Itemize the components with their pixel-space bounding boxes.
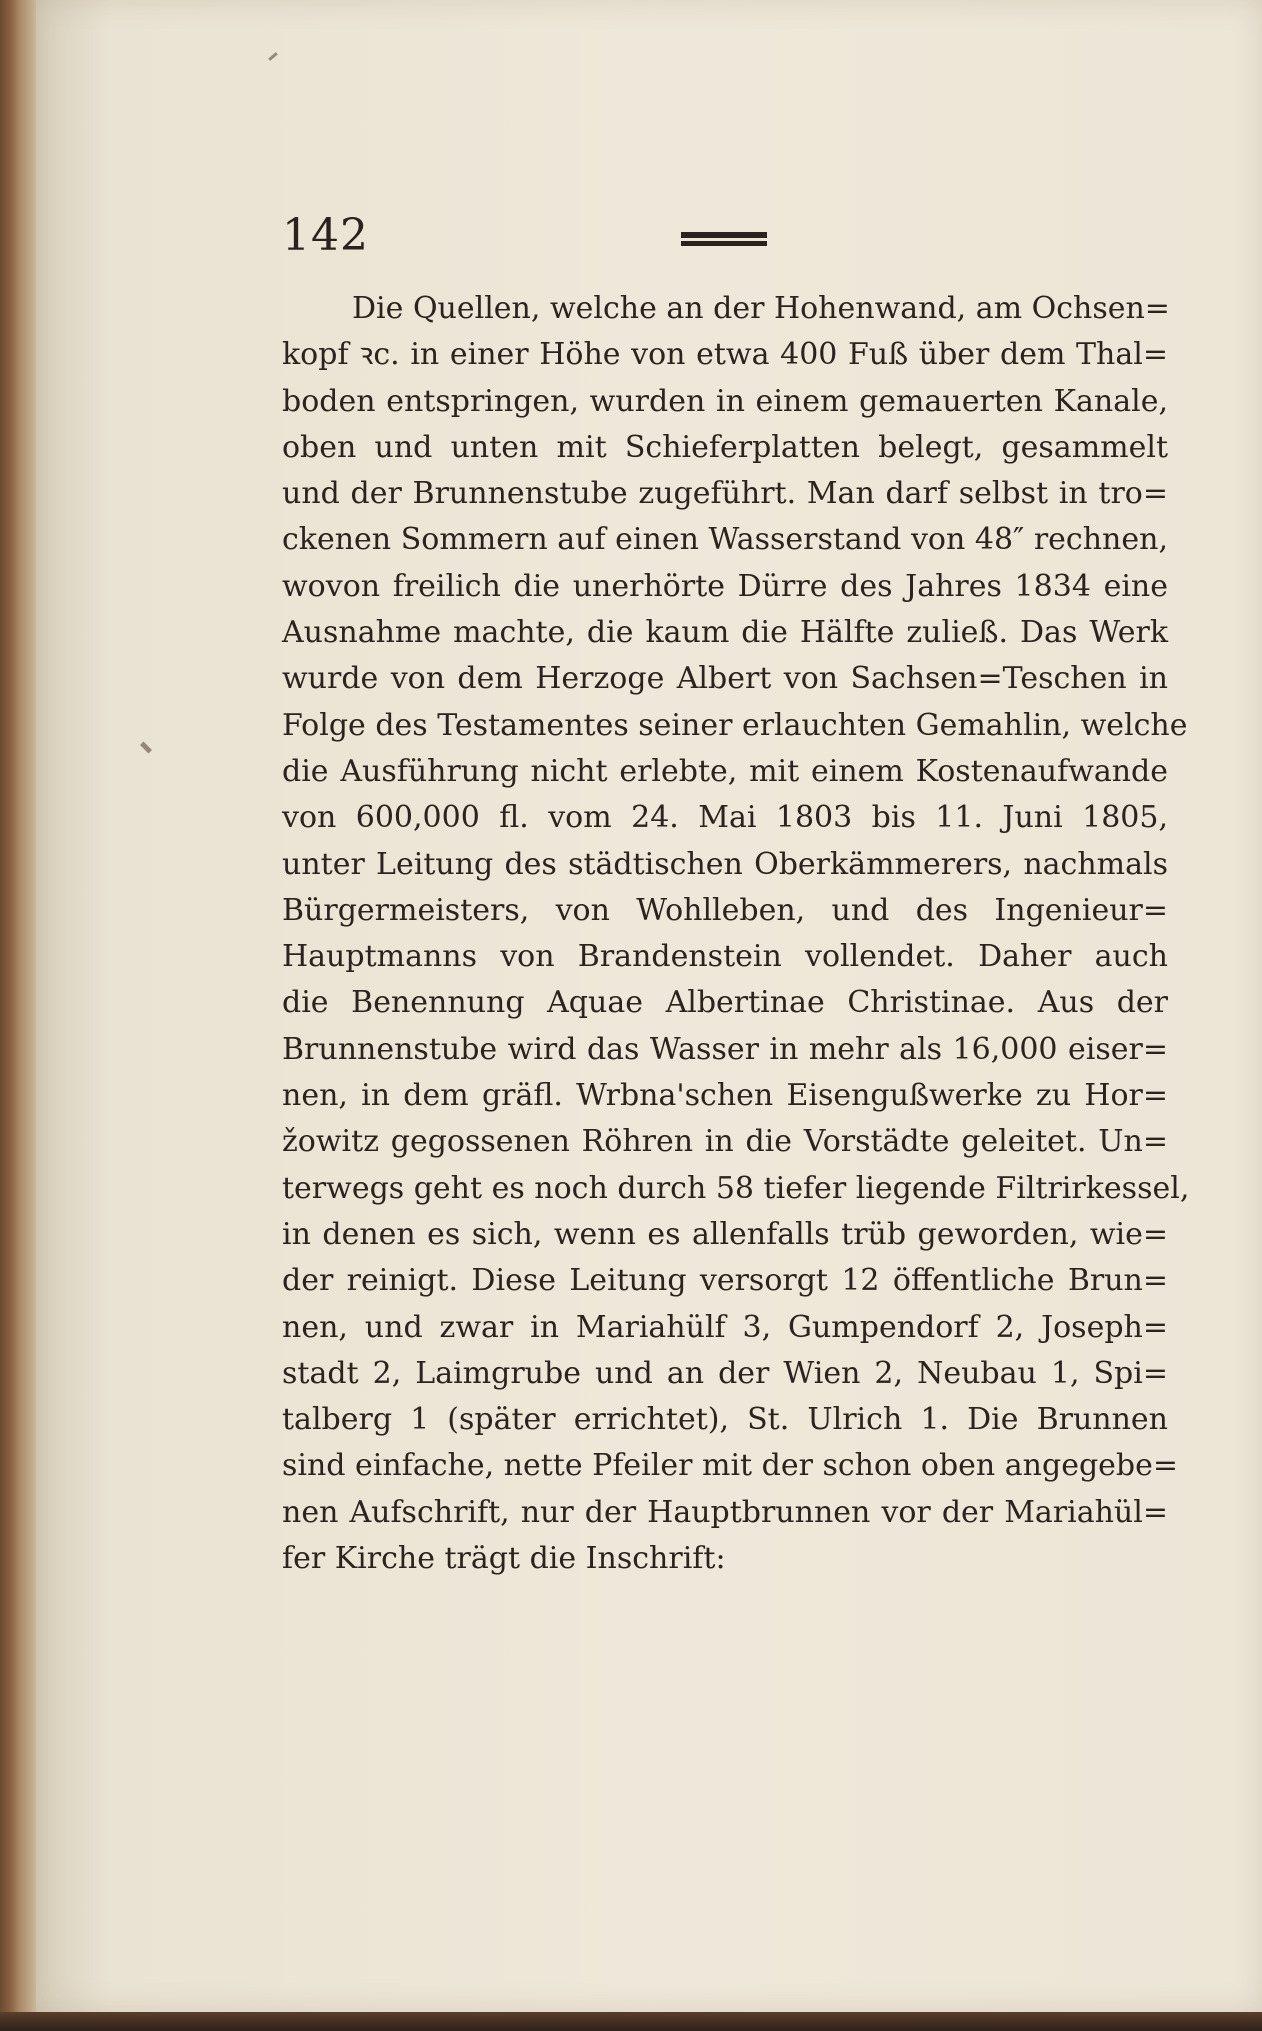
text-line: Bürgermeisters, von Wohlleben, und des Ingenieur=: [282, 892, 1168, 928]
text-line: žowitz gegossenen Röhren in die Vorstädte geleitet. Un=: [282, 1124, 1168, 1160]
text-line: Ausnahme machte, die kaum die Hälfte zuließ. Das Werk: [282, 615, 1168, 651]
book-bottom-edge: [0, 2012, 1262, 2031]
text-line: ckenen Sommern auf einen Wasserstand von 48″ rechnen,: [282, 522, 1168, 558]
text-line: boden entspringen, wurden in einem gemauerten Kanale,: [282, 383, 1168, 419]
text-line: unter Leitung des städtischen Oberkämmerers, nachmals: [282, 846, 1168, 882]
body-paragraph: [282, 286, 1190, 1582]
text-line: wovon freilich die unerhörte Dürre des Jahres 1834 eine: [282, 568, 1168, 604]
text-line: nen Aufschrift, nur der Hauptbrunnen vor der Mariahül=: [282, 1494, 1168, 1530]
text-line: in denen es sich, wenn es allenfalls trüb geworden, wie=: [282, 1216, 1168, 1252]
text-line: terwegs geht es noch durch 58 tiefer liegende Filtrirkessel,: [282, 1170, 1190, 1206]
book-spine-edge: [0, 0, 36, 2031]
text-line: die Benennung Aquae Albertinae Christinae. Aus der: [282, 985, 1168, 1021]
text-line: Folge des Testamentes seiner erlauchten Gemahlin, welche: [282, 707, 1188, 743]
text-line: oben und unten mit Schieferplatten belegt, gesammelt: [282, 429, 1168, 465]
text-line: von 600,000 fl. vom 24. Mai 1803 bis 11. Juni 1805,: [282, 800, 1168, 836]
page-number: 142: [282, 210, 369, 261]
text-line: wurde von dem Herzoge Albert von Sachsen=Teschen in: [282, 661, 1168, 697]
text-line: nen, in dem gräfl. Wrbna'schen Eisengußwerke zu Hor=: [282, 1078, 1168, 1114]
text-line: nen, und zwar in Mariahülf 3, Gumpendorf 2, Joseph=: [282, 1309, 1168, 1345]
text-line: die Ausführung nicht erlebte, mit einem Kostenaufwande: [282, 753, 1168, 789]
text-line: talberg 1 (später errichtet), St. Ulrich 1. Die Brunnen: [282, 1402, 1168, 1438]
text-line: fer Kirche trägt die Inschrift:: [282, 1541, 726, 1577]
header-double-rule: [681, 232, 767, 246]
text-line: sind einfache, nette Pfeiler mit der schon oben angegebe=: [282, 1448, 1179, 1484]
text-line: Hauptmanns von Brandenstein vollendet. Daher auch: [282, 939, 1168, 975]
text-line: und der Brunnenstube zugeführt. Man darf selbst in tro=: [282, 476, 1168, 512]
text-line: kopf ꝛc. in einer Höhe von etwa 400 Fuß über dem Thal=: [282, 337, 1168, 373]
text-line: Die Quellen, welche an der Hohenwand, am Ochsen=: [352, 291, 1170, 326]
text-line: stadt 2, Laimgrube und an der Wien 2, Neubau 1, Spi=: [282, 1355, 1168, 1391]
text-line: Brunnenstube wird das Wasser in mehr als 16,000 eiser=: [282, 1031, 1168, 1067]
text-line: der reinigt. Diese Leitung versorgt 12 öffentliche Brun=: [282, 1263, 1168, 1299]
